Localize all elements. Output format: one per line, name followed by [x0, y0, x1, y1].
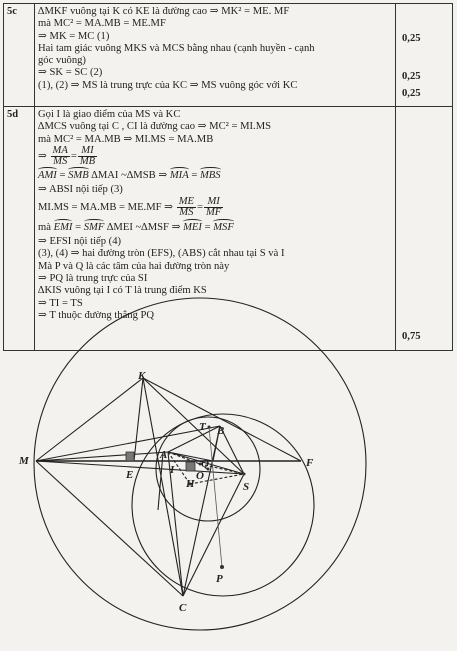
score: 0,25: [402, 88, 421, 99]
row-number: 5c: [4, 4, 35, 107]
angle-line: mà EMI = SMF ∆MEI ~∆MSF ⇒ MEI = MSF: [38, 222, 234, 234]
label-f: F: [306, 457, 314, 469]
segment-ab: [168, 426, 220, 452]
angle: SMB: [68, 169, 89, 181]
text-line: mà MC² = MA.MB = ME.MF: [38, 18, 166, 30]
label-p: P: [216, 573, 223, 585]
score: 0,75: [402, 331, 421, 342]
label-e: E: [126, 469, 134, 481]
label-s: S: [243, 481, 250, 493]
label-h: H: [186, 478, 195, 490]
right-angle-h: [186, 462, 195, 471]
angle: MBS: [199, 169, 221, 181]
numerator: ME: [178, 196, 194, 208]
segment-mk: [36, 378, 143, 461]
point-s: [243, 473, 246, 476]
text-line: góc vuông): [38, 55, 86, 67]
ratio-line: MI.MS = MA.MB = ME.MF ⇒ $\frac{ME}{MS}$ = $\frac{MI}{MF}$: [38, 196, 222, 219]
point-p: [220, 565, 224, 569]
text-line: ⇒ MK = MC (1): [38, 30, 110, 42]
text-line: (1), (2) ⇒ MS là trung trực của KC ⇒ MS vuông góc với KC: [38, 79, 298, 91]
label-a: A: [160, 449, 168, 461]
segment-cs: [183, 474, 244, 596]
label-c: C: [179, 602, 187, 614]
label-o: O: [196, 470, 204, 482]
product-text: MI.MS = MA.MB = ME.MF ⇒: [38, 202, 174, 214]
denominator: MS: [179, 207, 194, 219]
denominator: MF: [205, 207, 222, 219]
text-line: (3), (4) ⇒ hai đường tròn (EFS), (ABS) cắt nhau tại S và I: [38, 248, 285, 260]
numerator: MI: [78, 146, 97, 157]
numerator: MI: [204, 197, 223, 208]
label-b: B: [217, 425, 225, 437]
numerator: MA: [52, 144, 68, 156]
label-i: I: [170, 464, 175, 476]
score: 0,25: [402, 71, 421, 82]
row-number: 5d: [4, 107, 35, 351]
text-line: ⇒ SK = SC (2): [38, 67, 103, 79]
denominator: MB: [79, 155, 96, 167]
segment-ke: [134, 378, 143, 461]
text-line: Hai tam giác vuông MKS và MCS bằng nhau (cạnh huyền - cạnh: [38, 42, 315, 54]
text-line: ⇒ TI = TS: [38, 297, 83, 309]
label-k: K: [138, 370, 146, 382]
point-t: [208, 426, 211, 429]
similar-text: ∆MAI ~∆MSB ⇒: [91, 169, 168, 181]
text-line: ∆KIS vuông tại I có T là trung điểm KS: [38, 285, 207, 297]
ratio-line: ⇒ $\frac{MA}{MS}$ = $\frac{MI}{MB}$: [38, 144, 96, 167]
angle: SMF: [83, 222, 105, 234]
label-q: Q: [201, 458, 209, 470]
text-line: ⇒ EFSI nội tiếp (4): [38, 236, 122, 248]
text-line: ⇒ ABSI nội tiếp (3): [38, 183, 123, 195]
angle: EMI: [53, 222, 73, 234]
text-line: ⇒ PQ là trung trực của SI: [38, 273, 148, 285]
score: 0,25: [402, 33, 421, 44]
denominator: MS: [53, 155, 68, 167]
right-angle-e: [126, 452, 134, 461]
angle: MIA: [169, 169, 189, 181]
text-line: Mà P và Q là các tâm của hai đường tròn này: [38, 260, 230, 272]
text-line: Gọi I là giao điểm của MS và KC: [38, 109, 181, 120]
similar-text: ∆MEI ~∆MSF ⇒: [106, 222, 181, 234]
angle: MEI: [183, 222, 202, 234]
angle: MSF: [213, 222, 234, 234]
angle-line: AMI = SMB ∆MAI ~∆MSB ⇒ MIA = MBS: [38, 169, 221, 181]
implies-sign: ⇒: [38, 150, 47, 162]
text-line: ⇒ T thuộc đường thẳng PQ: [38, 309, 155, 321]
label-t: T: [199, 421, 206, 433]
text-line: mà MC² = MA.MB ⇒ MI.MS = MA.MB: [38, 133, 214, 145]
angle: AMI: [38, 169, 57, 181]
text-line: ∆MCS vuông tại C , CI là đường cao ⇒ MC² = MI.MS: [38, 121, 272, 133]
text-line: ∆MKF vuông tại K có KE là đường cao ⇒ MK² = ME. MF: [38, 6, 290, 17]
label-m: M: [19, 455, 29, 467]
segment-ma: [36, 452, 168, 461]
